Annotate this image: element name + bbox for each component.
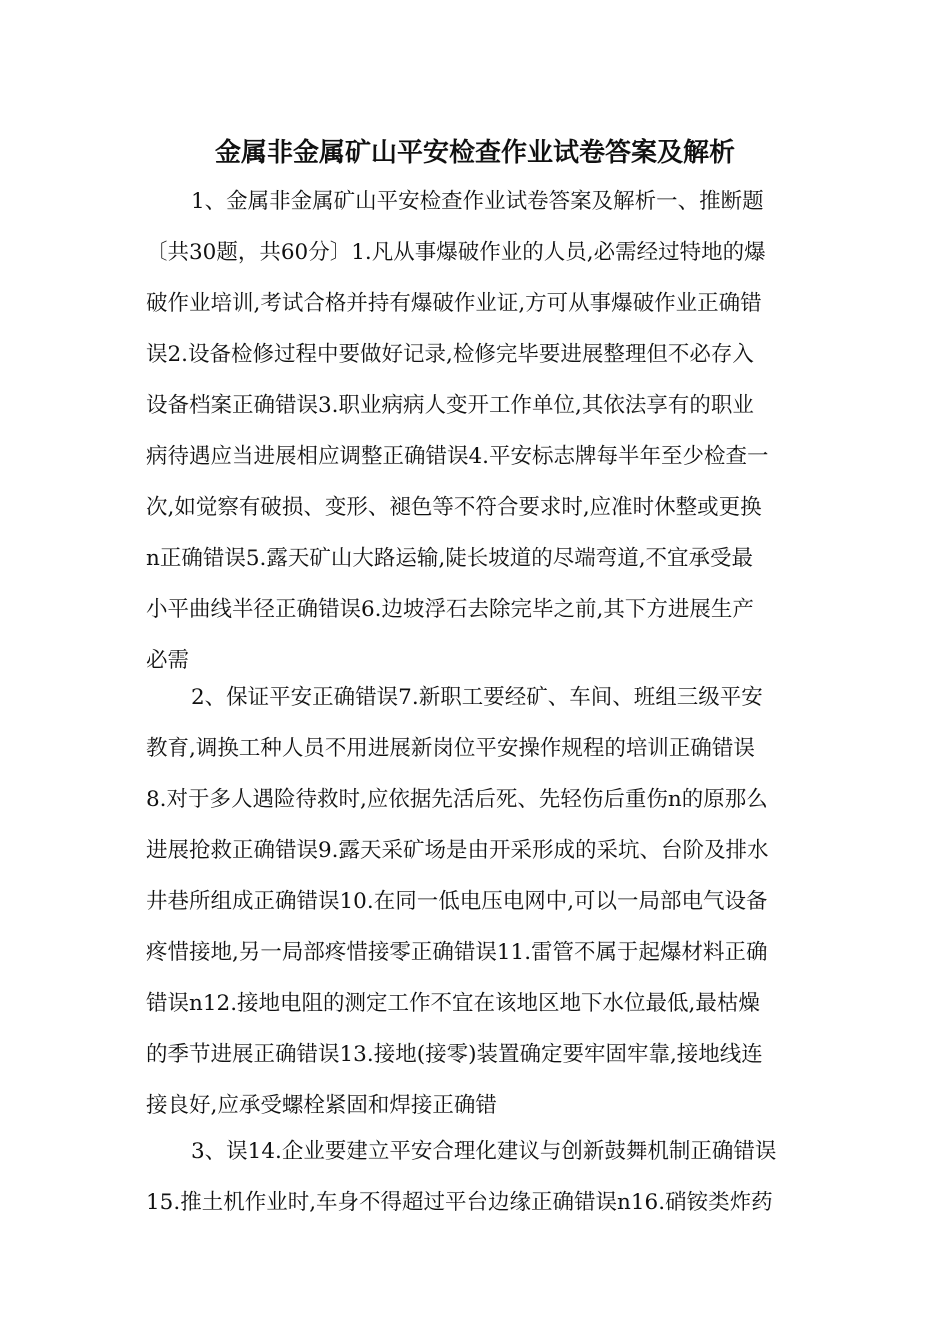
text-line: 2、保证平安正确错误7.新职工要经矿、车间、班组三级平安 (191, 685, 763, 710)
text-line: 错误n12.接地电阻的测定工作不宜在该地区地下水位最低,最枯燥 (146, 991, 760, 1016)
text-line: 8.对于多人遇险待救时,应依据先活后死、先轻伤后重伤n的原那么 (146, 787, 768, 812)
text-line: 的季节进展正确错误13.接地(接零)装置确定要牢固牢靠,接地线连 (146, 1042, 763, 1067)
text-line: n正确错误5.露天矿山大路运输,陡长坡道的尽端弯道,不宜承受最 (146, 546, 754, 571)
text-line: 小平曲线半径正确错误6.边坡浮石去除完毕之前,其下方进展生产 (146, 597, 754, 622)
text-line: 进展抢救正确错误9.露天采矿场是由开采形成的采坑、台阶及排水 (146, 838, 769, 863)
text-line: 〔共30题，共60分〕1.凡从事爆破作业的人员,必需经过特地的爆 (146, 240, 766, 265)
document-title: 金属非金属矿山平安检查作业试卷答案及解析 (214, 138, 735, 168)
text-line: 设备档案正确错误3.职业病病人变开工作单位,其依法享有的职业 (146, 393, 754, 418)
text-line: 3、误14.企业要建立平安合理化建议与创新鼓舞机制正确错误 (191, 1139, 777, 1164)
text-line: 1、金属非金属矿山平安检查作业试卷答案及解析一、推断题 (191, 189, 764, 214)
text-line: 接良好,应承受螺栓紧固和焊接正确错 (146, 1093, 497, 1118)
text-line: 误2.设备检修过程中要做好记录,检修完毕要进展整理但不必存入 (146, 342, 754, 367)
text-line: 井巷所组成正确错误10.在同一低电压电网中,可以一局部电气设备 (146, 889, 768, 914)
text-line: 病待遇应当进展相应调整正确错误4.平安标志牌每半年至少检查一 (146, 444, 769, 469)
text-line: 疼惜接地,另一局部疼惜接零正确错误11.雷管不属于起爆材料正确 (146, 940, 768, 965)
paragraph-3 (146, 1126, 806, 1228)
text-line: 教育,调换工种人员不用进展新岗位平安操作规程的培训正确错误 (146, 736, 755, 761)
paragraph-1 (146, 176, 806, 686)
text-line: 15.推土机作业时,车身不得超过平台边缘正确错误n16.硝铵类炸药 (146, 1190, 773, 1215)
paragraph-2 (146, 672, 806, 1131)
text-line: 必需 (146, 648, 190, 673)
text-line: 破作业培训,考试合格并持有爆破作业证,方可从事爆破作业正确错 (146, 291, 762, 316)
text-line: 次,如觉察有破损、变形、褪色等不符合要求时,应准时休整或更换 (146, 495, 762, 520)
